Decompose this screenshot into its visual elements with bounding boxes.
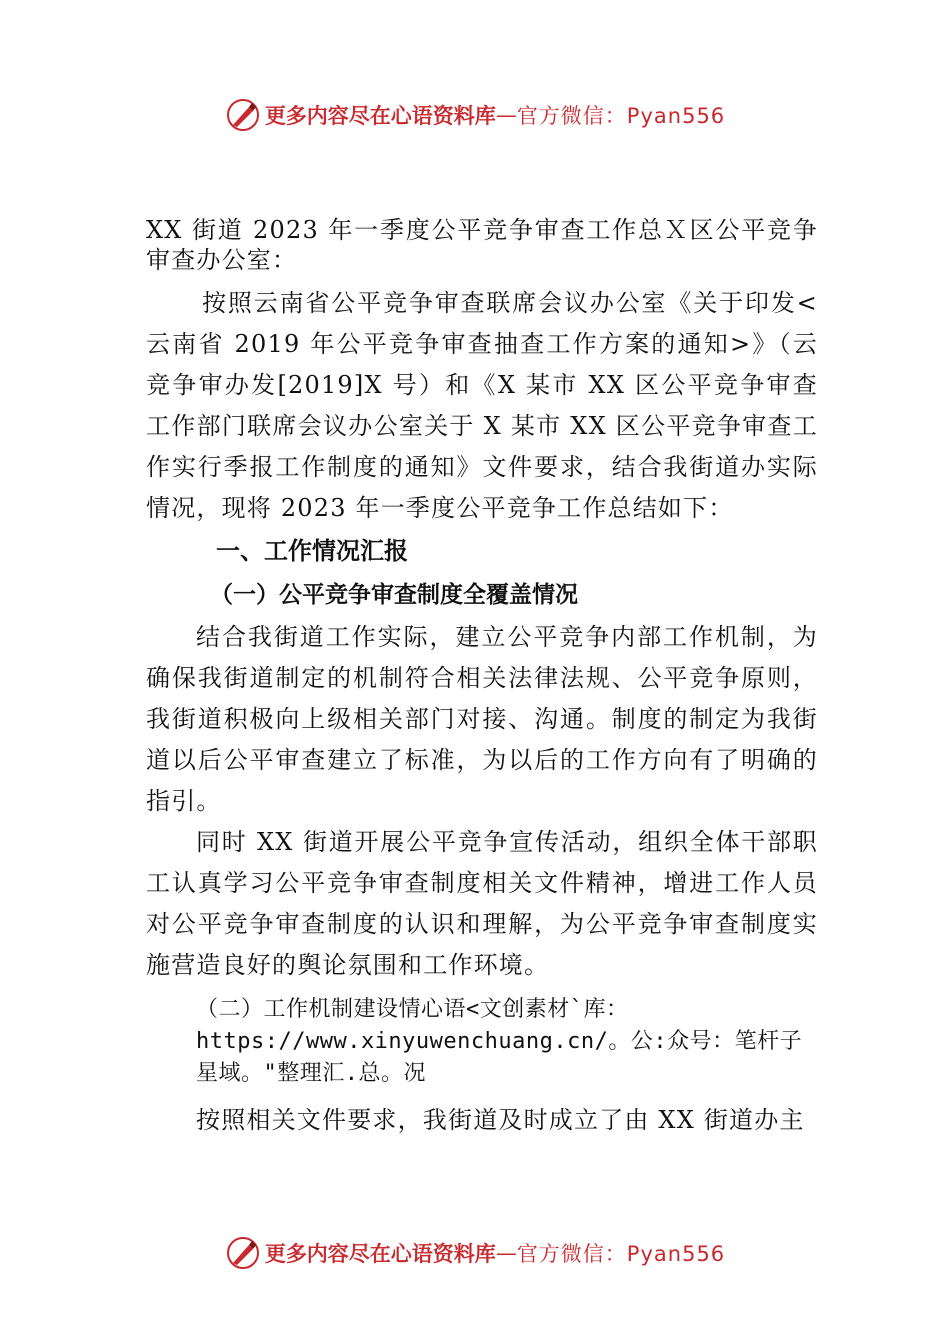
section-heading-1: 一、工作情况汇报 [216,537,408,565]
banner-main-text: 更多内容尽在心语资料库 [264,103,496,128]
document-title: XX 街道 2023 年一季度公平竞争审查工作总Ｘ区公平竞争审查办公室： [146,216,818,274]
banner-wechat-text: 官方微信：Pyan556 [516,1242,726,1266]
banner-dash: — [495,103,517,127]
pen-logo-icon [225,97,261,133]
paragraph-coverage: 结合我街道工作实际，建立公平竞争内部工作机制，为确保我街道制定的机制符合相关法律法规、公平竞争原则， 我街道积极向上级相关部门对接、沟通。制度的制定为我街道以后公平审查建立了标准，为以后的工作方向有了明确的指引。 [146,623,818,815]
banner-main-text: 更多内容尽在心语资料库 [264,1241,496,1266]
pen-logo-icon [225,1235,261,1271]
paragraph-publicity: 同时 XX 街道开展公平竞争宣传活动，组织全体干部职工认真学习公平竞争审查制度相关文件精神，增进工作人员对公平竞争审查制度的认识和理解，为公平竞争审查制度实施营造良好的舆论氛围和工作环境。 [146,828,818,979]
banner-wechat-text: 官方微信：Pyan556 [516,104,726,128]
banner-dash: — [495,1241,517,1265]
subsection-heading-2: （二）工作机制建设情心语<文创素材`库：https://www.xinyuwenchuang.cn/。公:众号：笔杆子星域。"整理汇.总。况 [196,997,803,1086]
document-body [146,215,818,1141]
header-watermark [0,95,950,135]
paragraph-mechanism: 按照相关文件要求，我街道及时成立了由 XX 街道办主 [196,1106,805,1134]
subsection-heading-1: （一）公平竞争审查制度全覆盖情况 [210,581,578,608]
footer-watermark [0,1233,950,1273]
paragraph-intro: 按照云南省公平竞争审查联席会议办公室《关于印发<云南省 2019 年公平竞争审查抽查工作方案的通知>》（云竞争审办发[2019]X 号）和《X 某市 XX 区公平竞争审查工作部门联席会议办公室关于 X 某市 XX 区公平竞争审查工作实行季报工作制度的通知》文件要求，结合我街道办实际情况，现将 2023 年一季度公平竞争工作总结如下： [146,289,818,522]
